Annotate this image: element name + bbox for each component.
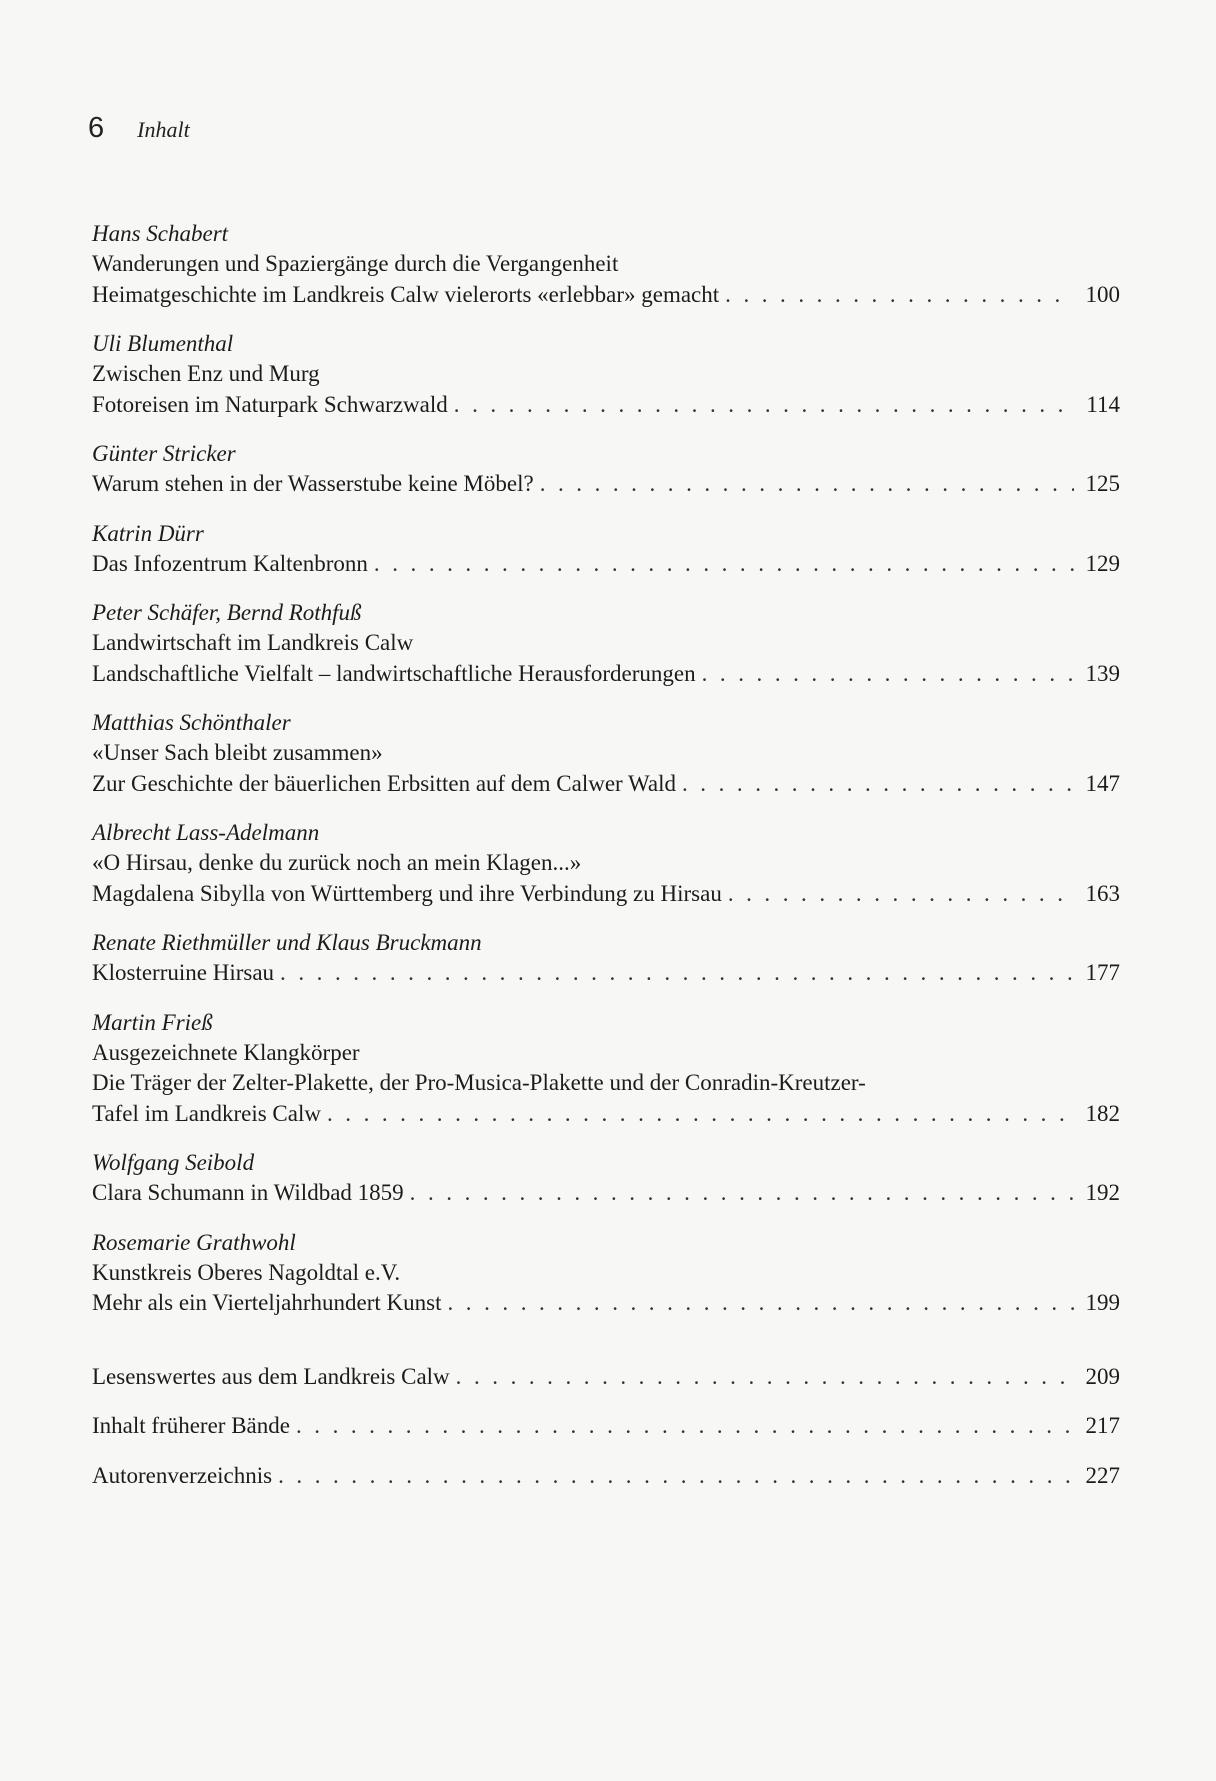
entry-subtitle: Magdalena Sibylla von Württemberg und ihre Verbindung zu Hirsau	[92, 880, 722, 906]
toc-entry	[92, 708, 1120, 799]
entry-author: Katrin Dürr	[92, 520, 204, 546]
dot-leader	[280, 958, 1074, 989]
dot-leader	[702, 659, 1074, 690]
table-of-contents	[92, 219, 1120, 1510]
toc-entry	[92, 1362, 1120, 1393]
entry-page-number: 199	[1085, 1290, 1120, 1315]
entry-final-line	[92, 1178, 1120, 1209]
entry-page-number: 139	[1085, 660, 1120, 686]
entry-page-number: 100	[1085, 281, 1120, 307]
entry-page-number: 177	[1085, 960, 1120, 985]
entry-page-number: 217	[1085, 1413, 1120, 1438]
entry-author: Wolfgang Seibold	[92, 1150, 255, 1175]
entry-final-line	[92, 769, 1120, 800]
entry-title: Inhalt früherer Bände	[92, 1413, 290, 1438]
entry-page-number: 192	[1085, 1180, 1120, 1205]
entry-subtitle: Fotoreisen im Naturpark Schwarzwald	[92, 391, 448, 417]
entry-final-line	[92, 1461, 1120, 1492]
entry-title-line: Die Träger der Zelter-Plakette, der Pro-Musica-Plakette und der Conradin-Kreutzer-	[92, 1070, 866, 1095]
entry-author: Hans Schabert	[92, 221, 229, 246]
entry-subtitle: Tafel im Landkreis Calw	[92, 1100, 321, 1126]
toc-entry	[92, 1008, 1120, 1130]
dot-leader	[410, 1178, 1074, 1209]
entry-author: Martin Frieß	[92, 1009, 213, 1035]
entry-author: Albrecht Lass-Adelmann	[92, 820, 320, 845]
toc-entry	[92, 1228, 1120, 1319]
entry-final-line	[92, 1288, 1120, 1319]
entry-author: Günter Stricker	[92, 441, 236, 466]
entry-subtitle: Mehr als ein Vierteljahrhundert Kunst	[92, 1290, 442, 1315]
entry-page-number: 147	[1085, 770, 1120, 796]
entry-title: Lesenswertes aus dem Landkreis Calw	[92, 1363, 450, 1389]
entry-page-number: 227	[1085, 1462, 1120, 1488]
running-head	[88, 112, 190, 145]
toc-entry	[92, 1461, 1120, 1492]
entry-title-line: «Unser Sach bleibt zusammen»	[92, 740, 383, 765]
entry-title: Warum stehen in der Wasserstube keine Möbel?	[92, 471, 534, 496]
toc-entry	[92, 598, 1120, 689]
entry-title-line: «O Hirsau, denke du zurück noch an mein Klagen...»	[92, 850, 582, 875]
entry-title-line: Zwischen Enz und Murg	[92, 361, 320, 386]
toc-entry	[92, 928, 1120, 989]
running-title: Inhalt	[137, 117, 190, 142]
toc-entry	[92, 1148, 1120, 1209]
entry-final-line	[92, 280, 1120, 311]
entry-author: Peter Schäfer, Bernd Rothfuß	[92, 600, 362, 625]
entry-final-line	[92, 1362, 1120, 1393]
entry-final-line	[92, 958, 1120, 989]
dot-leader	[278, 1461, 1074, 1492]
back-matter	[92, 1362, 1120, 1492]
entry-title: Das Infozentrum Kaltenbronn	[92, 550, 368, 576]
entry-title: Klosterruine Hirsau	[92, 960, 275, 985]
toc-entry	[92, 219, 1120, 310]
section-gap	[92, 1338, 1120, 1362]
dot-leader	[725, 280, 1074, 311]
entry-subtitle: Zur Geschichte der bäuerlichen Erbsitten auf dem Calwer Wald	[92, 770, 676, 796]
page-number: 6	[88, 112, 105, 144]
entry-title-line: Landwirtschaft im Landkreis Calw	[92, 630, 414, 655]
entry-title-line: Wanderungen und Spaziergänge durch die Vergangenheit	[92, 251, 619, 276]
entry-subtitle: Heimatgeschichte im Landkreis Calw vielerorts «erlebbar» gemacht	[92, 281, 720, 307]
entry-author: Matthias Schönthaler	[92, 710, 291, 735]
dot-leader	[454, 390, 1074, 421]
entry-final-line	[92, 1411, 1120, 1442]
entry-page-number: 163	[1085, 880, 1120, 906]
toc-entry	[92, 1411, 1120, 1442]
entry-final-line	[92, 469, 1120, 500]
dot-leader	[296, 1411, 1074, 1442]
toc-entry	[92, 329, 1120, 420]
toc-entry	[92, 439, 1120, 500]
entry-author: Rosemarie Grathwohl	[92, 1229, 296, 1255]
toc-entry	[92, 818, 1120, 909]
entry-page-number: 182	[1085, 1100, 1120, 1126]
entry-final-line	[92, 879, 1120, 910]
dot-leader	[540, 469, 1074, 500]
dot-leader	[456, 1362, 1074, 1393]
dot-leader	[327, 1099, 1074, 1130]
entry-final-line	[92, 1099, 1120, 1130]
entry-page-number: 129	[1085, 550, 1120, 576]
entry-title: Autorenverzeichnis	[92, 1462, 273, 1488]
dot-leader	[374, 549, 1074, 580]
entry-author: Renate Riethmüller und Klaus Bruckmann	[92, 930, 482, 955]
entry-final-line	[92, 549, 1120, 580]
dot-leader	[448, 1288, 1075, 1319]
entry-final-line	[92, 659, 1120, 690]
entry-author: Uli Blumenthal	[92, 331, 234, 356]
entry-page-number: 209	[1085, 1363, 1120, 1389]
entry-title: Clara Schumann in Wildbad 1859	[92, 1180, 404, 1205]
entry-page-number: 114	[1086, 391, 1120, 417]
entry-page-number: 125	[1085, 471, 1120, 496]
entry-title-line: Kunstkreis Oberes Nagoldtal e.V.	[92, 1259, 401, 1285]
entry-final-line	[92, 390, 1120, 421]
toc-entry	[92, 519, 1120, 580]
dot-leader	[682, 769, 1074, 800]
entry-subtitle: Landschaftliche Vielfalt – landwirtschaftliche Herausforderungen	[92, 660, 696, 686]
entry-title-line: Ausgezeichnete Klangkörper	[92, 1039, 360, 1065]
dot-leader	[728, 879, 1074, 910]
